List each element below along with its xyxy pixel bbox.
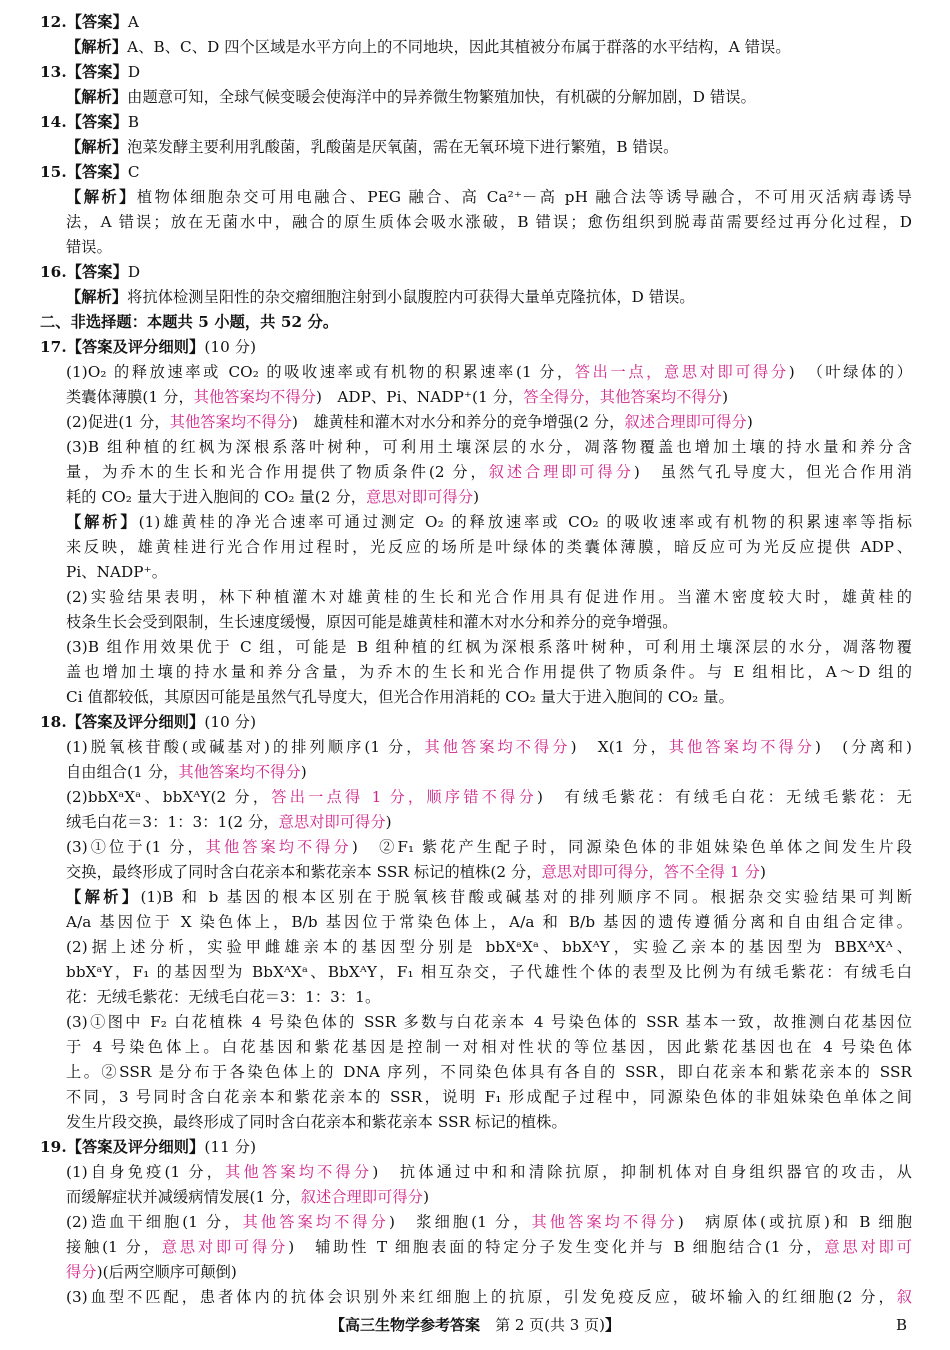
text-line [66, 410, 912, 434]
text-line [40, 310, 912, 334]
text-segment: 绒毛白花＝3：1：3：1(2 分， [66, 813, 279, 831]
text-line [66, 1260, 912, 1284]
text-segment: ) (分离和) [814, 738, 912, 756]
text-segment: 不同，3 号同时含白花亲本和紫花亲本的 SSR，说明 F₁ 形成配子过程中，同源染色体的非姐妹染色单体之间 [66, 1088, 912, 1106]
text-line [40, 335, 912, 359]
text-segment: ) [423, 1188, 430, 1206]
text-segment: ) 虽然气孔导度大，但光合作用消 [633, 463, 912, 481]
text-segment: 交换，最终形成了同时含白花亲本和紫花亲本 SSR 标记的植株(2 分， [66, 863, 542, 881]
text-line [40, 160, 912, 184]
text-line [66, 235, 912, 259]
text-segment: (2)bbXᵃXᵃ、bbXᴬY(2 分， [66, 788, 272, 806]
text-segment: ) [746, 413, 753, 431]
bold-label: 【解析】 [66, 513, 139, 531]
bold-label: 二、非选择题：本题共 5 小题，共 52 分。 [40, 313, 339, 331]
text-line [66, 585, 912, 609]
text-segment: (2)据上述分析，实验甲雌雄亲本的基因型分别是 bbXᵃXᵃ、bbXᴬY，实验乙亲本的基因型为 BBXᴬXᴬ、 [66, 938, 912, 956]
text-segment: 发生片段交换，最终形成了同时含白花亲本和紫花亲本 SSR 标记的植株。 [66, 1113, 567, 1131]
bold-label: 12.【答案】 [40, 13, 128, 31]
text-segment: 自由组合(1 分， [66, 763, 179, 781]
text-line [66, 1210, 912, 1234]
text-segment: B [127, 113, 140, 131]
text-line [66, 1010, 912, 1034]
text-line [66, 910, 912, 934]
text-line [66, 685, 912, 709]
text-line [40, 10, 912, 34]
text-segment: (10 分) [204, 338, 257, 356]
scoring-note: 意思对即可得分 [278, 813, 386, 831]
text-segment: ) [722, 388, 729, 406]
scoring-note: 其他答案均不得分 [531, 1213, 678, 1231]
bold-label: 【解析】 [66, 138, 128, 156]
scoring-note: 其他答案均不得分 [178, 763, 301, 781]
text-segment: (3)B 组作用效果优于 C 组，可能是 B 组种植的红枫为深根系落叶树种，可利用土壤深层的水分，凋落物覆 [66, 638, 912, 656]
text-line [66, 35, 912, 59]
text-line [66, 1285, 912, 1309]
text-segment: 花：无绒毛紫花：无绒毛白花＝3：1：3：1。 [66, 988, 381, 1006]
scoring-note: 其他答案均不得分 [668, 738, 815, 756]
text-line [66, 1085, 912, 1109]
text-line [66, 485, 912, 509]
text-line [66, 560, 912, 584]
text-segment: 将抗体检测呈阳性的杂交瘤细胞注射到小鼠腹腔内可获得大量单克隆抗体，D 错误。 [127, 288, 695, 306]
text-segment: (2)造血干细胞(1 分， [66, 1213, 243, 1231]
bold-label: 18.【答案及评分细则】 [40, 713, 205, 731]
text-line [66, 460, 912, 484]
scoring-note: 其他答案均不得分 [242, 1213, 389, 1231]
text-segment: 错误。 [66, 238, 112, 256]
footer-bracket: 】 [604, 1316, 620, 1334]
text-line [66, 1235, 912, 1259]
text-segment: Ci 值都较低，其原因可能是虽然气孔导度大，但光合作用消耗的 CO₂ 量大于进入胞间的 CO₂ 量。 [66, 688, 734, 706]
text-segment: bbXᵃY，F₁ 的基因型为 BbXᴬXᵃ、BbXᴬY，F₁ 相互杂交，子代雄性个体的表型及比例为有绒毛紫花：有绒毛白 [66, 963, 912, 981]
bold-label: 【解析】 [66, 188, 137, 206]
text-line [66, 1060, 912, 1084]
scoring-note: 叙述合理即可得分 [624, 413, 747, 431]
text-segment: 来反映，雄黄桂进行光合作用过程时，光反应的场所是叶绿体的类囊体薄膜，暗反应可为光反应提供 ADP、 [66, 538, 912, 556]
bold-label: 15.【答案】 [40, 163, 128, 181]
text-segment: (10 分) [204, 713, 257, 731]
text-line [66, 285, 912, 309]
text-segment: ) [385, 813, 392, 831]
text-segment: (1)O₂ 的释放速率或 CO₂ 的吸收速率或有机物的积累速率(1 分， [66, 363, 575, 381]
text-line [66, 85, 912, 109]
text-segment: 植物体细胞杂交可用电融合、PEG 融合、高 Ca²⁺－高 pH 融合法等诱导融合，不可用灭活病毒诱导 [136, 188, 912, 206]
page-footer [0, 1312, 950, 1338]
scoring-note: 其他答案均不得分 [193, 388, 317, 406]
text-segment: 泡菜发酵主要利用乳酸菌，乳酸菌是厌氧菌，需在无氧环境下进行繁殖，B 错误。 [127, 138, 679, 156]
text-line [66, 535, 912, 559]
text-segment: (3)血型不匹配，患者体内的抗体会识别外来红细胞上的抗原，引发免疫反应，破坏输入的红细胞(2 分， [66, 1288, 897, 1306]
bold-label: 【解析】 [66, 38, 128, 56]
text-segment: (1)脱氧核苷酸(或碱基对)的排列顺序(1 分， [66, 738, 425, 756]
text-segment: (11 分) [204, 1138, 257, 1156]
text-line [66, 210, 912, 234]
scoring-note: 得分 [66, 1263, 97, 1281]
text-line [66, 885, 912, 909]
text-segment: (1)自身免疫(1 分， [66, 1163, 226, 1181]
text-line [40, 710, 912, 734]
text-segment: 接触(1 分， [66, 1238, 162, 1256]
text-segment: ) 浆细胞(1 分， [388, 1213, 532, 1231]
scoring-note: 答出一点得 1 分，顺序错不得分 [271, 788, 538, 806]
scoring-note: 意思对即可得分 [366, 488, 474, 506]
bold-label: 【解析】 [66, 88, 128, 106]
text-line [66, 810, 912, 834]
text-segment: (2)实验结果表明，林下种植灌木对雄黄桂的生长和光合作用具有促进作用。当灌木密度较大时，雄黄桂的 [66, 588, 912, 606]
bold-label: 【解析】 [66, 888, 141, 906]
text-segment: ) ②F₁ 紫花产生配子时，同源染色体的非姐妹染色单体之间发生片段 [351, 838, 912, 856]
text-line [66, 510, 912, 534]
scoring-note: 叙述合理即可得分 [488, 463, 634, 481]
text-segment: ) 辅助性 T 细胞表面的特定分子发生变化并与 B 细胞结合(1 分， [288, 1238, 825, 1256]
text-line [66, 760, 912, 784]
scoring-note: 其他答案均不得分 [205, 838, 352, 856]
text-line [66, 1035, 912, 1059]
bold-label: 19.【答案及评分细则】 [40, 1138, 205, 1156]
text-segment: ) X(1 分， [570, 738, 669, 756]
text-segment: 于 4 号染色体上。白花基因和紫花基因是控制一对相对性状的等位基因，因此紫花基因也在 4 号染色体 [66, 1038, 912, 1056]
text-segment: ) [300, 763, 307, 781]
text-segment: 枝条生长会受到限制，生长速度缓慢，原因可能是雄黄桂和灌木对水分和养分的竞争增强。 [66, 613, 678, 631]
text-line [66, 1160, 912, 1184]
text-segment: A [127, 13, 139, 31]
text-segment: (3)①图中 F₂ 白花植株 4 号染色体的 SSR 多数与白花亲本 4 号染色体的 SSR 基本一致，故推测白花基因位 [66, 1013, 912, 1031]
scoring-note: 其他答案均不得分 [424, 738, 571, 756]
text-segment: ) 抗体通过中和和清除抗原，抑制机体对自身组织器官的攻击，从 [372, 1163, 912, 1181]
text-segment: (3)①位于(1 分， [66, 838, 206, 856]
text-line [66, 135, 912, 159]
text-segment: (2)促进(1 分， [66, 413, 170, 431]
text-segment: D [127, 263, 141, 281]
text-segment: (1)B 和 b 基因的根本区别在于脱氧核苷酸或碱基对的排列顺序不同。根据杂交实验结果可判断 [140, 888, 912, 906]
text-segment: ) 雄黄桂和灌木对水分和养分的竞争增强(2 分， [292, 413, 625, 431]
text-segment: Pi、NADP⁺。 [66, 563, 168, 581]
scoring-note: 意思对即可 [824, 1238, 912, 1256]
scoring-note: 其他答案均不得分 [169, 413, 292, 431]
text-segment: 而缓解症状并减缓病情发展(1 分， [66, 1188, 301, 1206]
text-line [66, 1110, 912, 1134]
footer-page-number: 第 2 页(共 3 页) [495, 1316, 605, 1334]
text-segment: 量，为乔木的生长和光合作用提供了物质条件(2 分， [66, 463, 489, 481]
text-line [66, 610, 912, 634]
text-segment: (1)雄黄桂的净光合速率可通过测定 O₂ 的释放速率或 CO₂ 的吸收速率或有机物的积累速率等指标 [138, 513, 912, 531]
text-line [66, 435, 912, 459]
scoring-note: 叙 [896, 1288, 912, 1306]
text-line [40, 60, 912, 84]
text-line [40, 260, 912, 284]
text-line [40, 1135, 912, 1159]
text-segment: A/a 基因位于 X 染色体上，B/b 基因位于常染色体上，A/a 和 B/b 基因的遗传遵循分离和自由组合定律。 [66, 913, 912, 931]
text-segment: A、B、C、D 四个区域是水平方向上的不同地块，因此其植被分布属于群落的水平结构，A 错误。 [127, 38, 791, 56]
text-segment: ) [473, 488, 480, 506]
text-segment: 耗的 CO₂ 量大于进入胞间的 CO₂ 量(2 分， [66, 488, 367, 506]
text-segment: ) ADP、Pi、NADP⁺(1 分， [316, 388, 524, 406]
text-line [66, 660, 912, 684]
bold-label: 13.【答案】 [40, 63, 128, 81]
bold-label: 14.【答案】 [40, 113, 128, 131]
scoring-note: 叙述合理即可得分 [300, 1188, 424, 1206]
text-segment: ) 病原体(或抗原)和 B 细胞 [677, 1213, 912, 1231]
text-segment: D [127, 63, 141, 81]
text-segment: ) 有绒毛紫花：有绒毛白花：无绒毛紫花：无 [537, 788, 912, 806]
text-segment: 由题意可知，全球气候变暖会使海洋中的异养微生物繁殖加快，有机碳的分解加剧，D 错误。 [127, 88, 756, 106]
text-segment: )(后两空顺序可颠倒) [96, 1263, 237, 1281]
scoring-note: 答全得分，其他答案均不得分 [523, 388, 723, 406]
bold-label: 【解析】 [66, 288, 128, 306]
text-line [66, 985, 912, 1009]
text-segment: ) [759, 863, 767, 881]
text-line [66, 860, 912, 884]
scoring-note: 答出一点，意思对即可得分 [574, 363, 789, 381]
text-segment: 类囊体薄膜(1 分， [66, 388, 194, 406]
text-line [66, 960, 912, 984]
version-label: B [896, 1316, 908, 1334]
text-segment: 盖也增加土壤的持水量和养分含量，为乔木的生长和光合作用提供了物质条件。与 E 组相比，A～D 组的 [66, 663, 912, 681]
text-segment: 上。②SSR 是分布于各染色体上的 DNA 序列，不同染色体具有各自的 SSR，即白花亲本和紫花亲本的 SSR [66, 1063, 912, 1081]
text-line [66, 735, 912, 759]
text-line [66, 360, 912, 384]
text-line [66, 785, 912, 809]
text-segment: ) （叶绿体的） [788, 363, 912, 381]
text-segment: (3)B 组种植的红枫为深根系落叶树种，可利用土壤深层的水分，凋落物覆盖也增加土壤的持水量和养分含 [66, 438, 912, 456]
bold-label: 16.【答案】 [40, 263, 128, 281]
scoring-note: 意思对即可得分，答不全得 1 分 [541, 863, 760, 881]
footer-title: 【高三生物学参考答案 [330, 1316, 481, 1334]
bold-label: 17.【答案及评分细则】 [40, 338, 205, 356]
text-line [66, 835, 912, 859]
text-line [66, 635, 912, 659]
text-line [40, 110, 912, 134]
text-segment: 法，A 错误；放在无菌水中，融合的原生质体会吸水涨破，B 错误；愈伤组织到脱毒苗需要经过再分化过程，D [66, 213, 912, 231]
text-line [66, 385, 912, 409]
text-line [66, 185, 912, 209]
text-line [66, 1185, 912, 1209]
scoring-note: 意思对即可得分 [161, 1238, 289, 1256]
text-segment: C [127, 163, 140, 181]
scoring-note: 其他答案均不得分 [225, 1163, 373, 1181]
text-line [66, 935, 912, 959]
